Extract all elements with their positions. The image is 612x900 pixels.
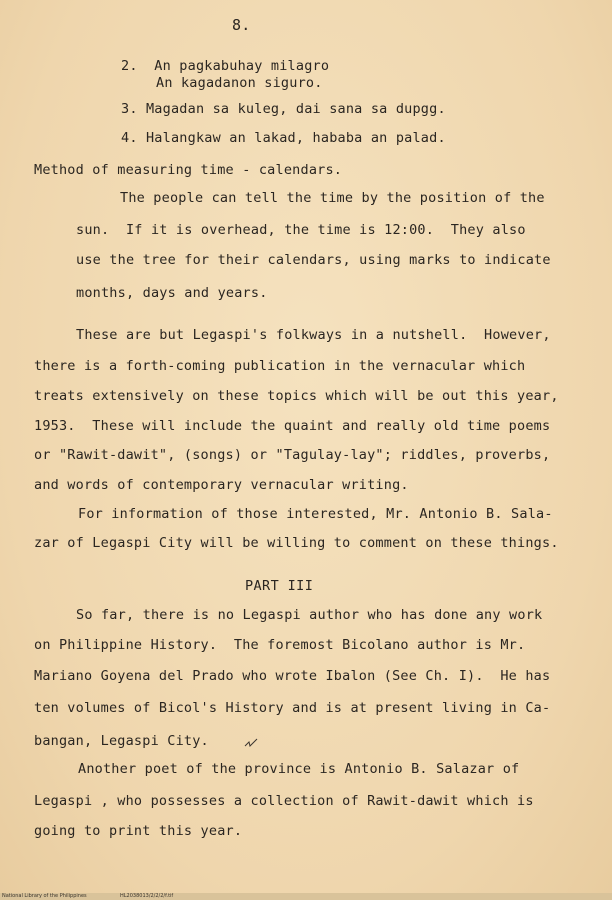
info-para-line: zar of Legaspi City will be willing to comment on these things. bbox=[34, 535, 559, 551]
calendar-para-line: months, days and years. bbox=[76, 285, 268, 301]
folkways-para-line: treats extensively on these topics which will be out this year, bbox=[34, 388, 559, 404]
answer-2-line-2: An kagadanon siguro. bbox=[156, 75, 323, 91]
info-para-line: For information of those interested, Mr. Antonio B. Sala- bbox=[78, 506, 553, 522]
part-heading: PART III bbox=[245, 578, 314, 594]
folkways-para-line: and words of contemporary vernacular writing. bbox=[34, 477, 409, 493]
calendar-para-line: use the tree for their calendars, using marks to indicate bbox=[76, 252, 551, 268]
part3-para-line: So far, there is no Legaspi author who has done any work bbox=[76, 607, 543, 623]
part3-para-line: ten volumes of Bicol's History and is at present living in Ca- bbox=[34, 700, 551, 716]
folkways-para-line: 1953. These will include the quaint and really old time poems bbox=[34, 418, 551, 434]
part3-para-line: on Philippine History. The foremost Bicolano author is Mr. bbox=[34, 637, 526, 653]
folkways-para-line: These are but Legaspi's folkways in a nutshell. However, bbox=[76, 327, 551, 343]
answer-4: 4. Halangkaw an lakad, hababa an palad. bbox=[121, 130, 446, 146]
poet-para-line: Legaspi , who possesses a collection of Rawit-dawit which is bbox=[34, 793, 534, 809]
pencil-tick-mark bbox=[244, 738, 258, 748]
part3-para-line: bangan, Legaspi City. bbox=[34, 733, 209, 749]
answer-3: 3. Magadan sa kuleg, dai sana sa dupgg. bbox=[121, 101, 446, 117]
calendar-heading: Method of measuring time - calendars. bbox=[34, 162, 343, 178]
answer-2-line-1: 2. An pagkabuhay milagro bbox=[121, 58, 330, 74]
calendar-para-line: sun. If it is overhead, the time is 12:00. They also bbox=[76, 222, 526, 238]
footer-file-id: HL2038013/2/2/2/f.tif bbox=[120, 893, 174, 899]
footer-library: National Library of the Philippines bbox=[2, 893, 87, 899]
part3-para-line: Mariano Goyena del Prado who wrote Ibalon (See Ch. I). He has bbox=[34, 668, 551, 684]
poet-para-line: Another poet of the province is Antonio B. Salazar of bbox=[78, 761, 520, 777]
poet-para-line: going to print this year. bbox=[34, 823, 243, 839]
scan-footer bbox=[0, 893, 612, 900]
folkways-para-line: there is a forth-coming publication in the vernacular which bbox=[34, 358, 526, 374]
folkways-para-line: or "Rawit-dawit", (songs) or "Tagulay-lay"; riddles, proverbs, bbox=[34, 447, 551, 463]
calendar-para-line: The people can tell the time by the position of the bbox=[120, 190, 545, 206]
page-number: 8. bbox=[232, 16, 251, 34]
